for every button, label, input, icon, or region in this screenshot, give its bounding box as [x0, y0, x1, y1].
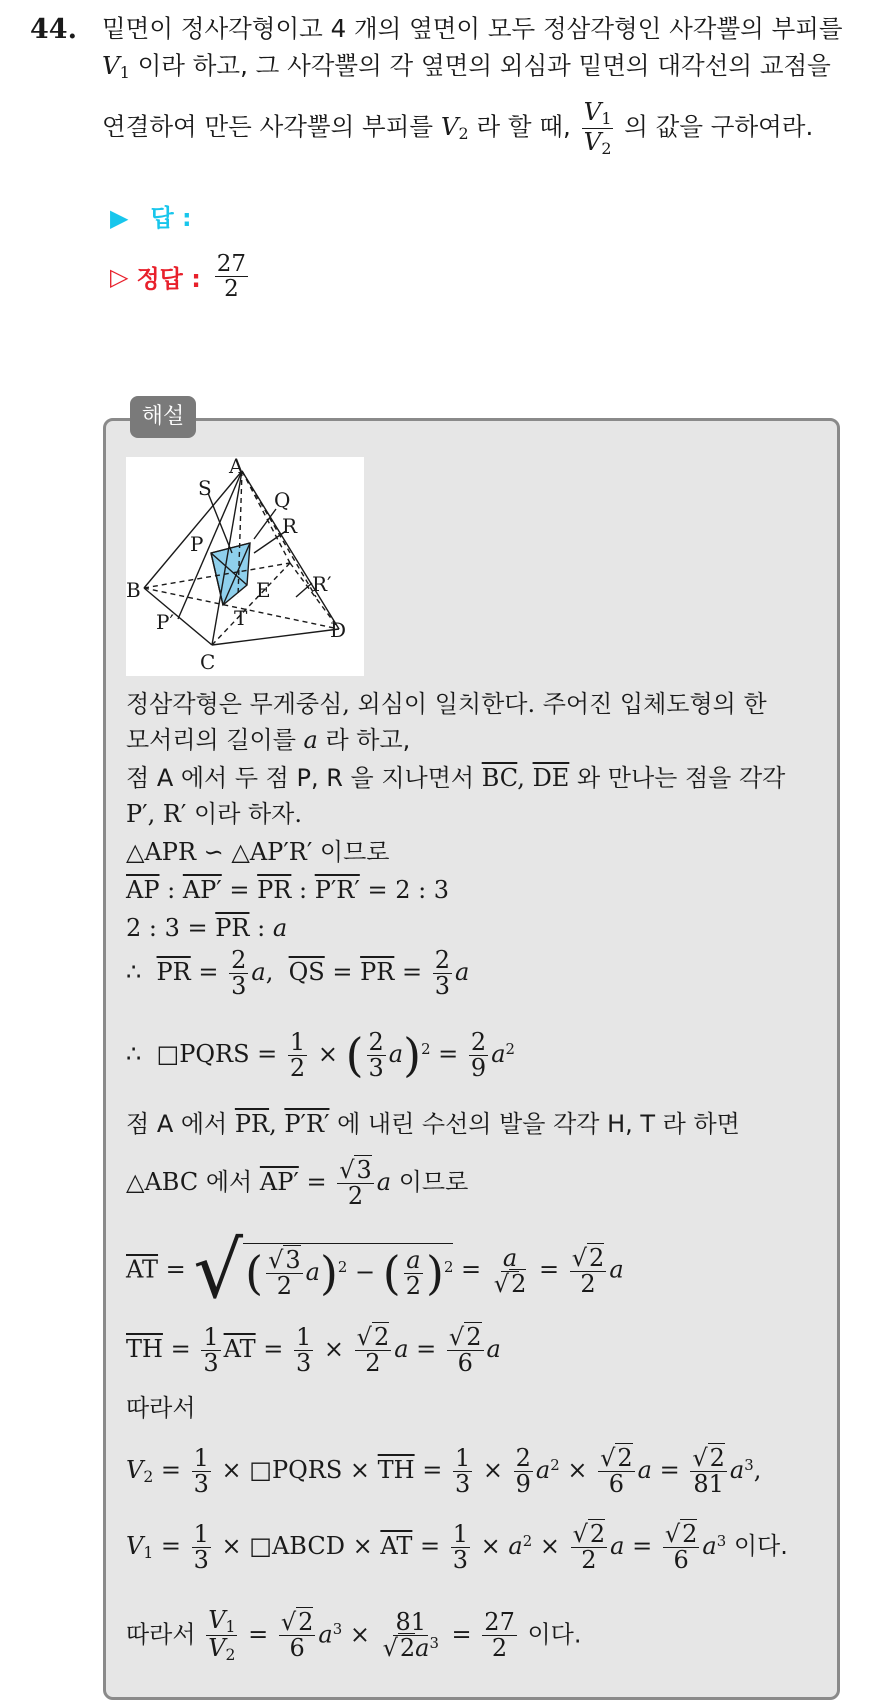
question-line-2: $V_1$ 이라 하고, 그 사각뿔의 각 옆면의 외심과 밑면의 대각선의 교점을	[102, 51, 831, 82]
solution-line-11: △ABC 에서 AP′ = $\frac{√3}{2}$ a 이므로	[126, 1156, 469, 1211]
play-outline-icon: ▷	[110, 262, 129, 291]
correct-answer-label: 정답 :	[136, 265, 201, 294]
solution-line-7: 2 : $3 = \overline{PR}$ : a	[126, 914, 288, 942]
figure-label-s: S	[198, 476, 212, 500]
answer-label: 답 :	[150, 204, 192, 232]
solution-line-16: $V_1$ = $\frac{1}{3}$ × □ABCD × $\overline{AT}$ = $\frac{1}{3}$ × $a^2$ × $\frac{√2}{2}$ a = $\frac{√2}{6}$ $a^3$ 이다.	[126, 1520, 788, 1575]
question-line-1: 밑면이 정사각형이고 4 개의 옆면이 모두 정삼각형인 사각뿔의 부피를	[102, 14, 843, 43]
solution-line-4: P′, R′ 이라 하자.	[126, 800, 302, 828]
figure-label-d: D	[330, 618, 347, 642]
solution-line-9: ∴ □PQRS = $\frac{1}{2}$ × ( $\frac{2}{3}$ a)$^2$ = $\frac{2}{9}$ $a^2$	[126, 1027, 515, 1083]
correct-answer-row	[110, 252, 251, 301]
correct-answer-value: $\frac{27}{2}$	[216, 251, 247, 303]
solution-tag: 해설	[130, 396, 196, 438]
solution-line-1: 정삼각형은 무게중심, 외심이 일치한다. 주어진 입체도형의 한	[126, 690, 767, 718]
solution-line-6: $\overline{AP}$ : $AP' = \overline{PR}$ : P′R′ = 2 : 3	[126, 876, 450, 904]
solution-line-15: $V_2$ = $\frac{1}{3}$ × □PQRS × $\overline{TH}$ = $\frac{1}{3}$ × $\frac{2}{9}$ $a^2$ × $\frac{√2}{6}$ a = $\frac{√2}{81}$ $a^3$,	[126, 1444, 762, 1499]
solution-line-12: $\overline{AT}$ = √( $\frac{√3}{2}$ a)$^2$ − ( $\frac{a}{2}$ )$^2$ = $\frac{a}{√2}$ = $\frac{√2}{2}$ a	[126, 1226, 624, 1316]
figure-label-c: C	[200, 650, 216, 674]
figure-label-b: B	[126, 578, 141, 602]
question-number: 44.	[30, 14, 77, 45]
solution-line-10: 점 A 에서 $\overline{PR}$, P′R′ 에 내린 수선의 발을 각각 H, T 라 하면	[126, 1110, 740, 1138]
solution-line-13: $\overline{TH}$ = $\frac{1}{3}$ $\overline{AT}$ = $\frac{1}{3}$ × $\frac{√2}{2}$ a = $\frac{√2}{6}$ a	[126, 1323, 501, 1378]
solution-line-14: 따라서	[126, 1394, 196, 1422]
play-filled-icon: ▶	[110, 204, 129, 232]
solution-line-8: ∴ $\overline{PR}$ = $\frac{2}{3}$ a, $\overline{QS} = \overline{PR}$ = $\frac{2}{3}$ a	[126, 946, 470, 1001]
figure-label-e: E	[256, 578, 271, 602]
solution-line-2: 모서리의 길이를 a 라 하고,	[126, 726, 411, 754]
figure-label-a: A	[229, 457, 244, 478]
figure-label-p-prime: P′	[156, 610, 174, 634]
figure-label-p: P	[190, 532, 204, 556]
answer-row	[110, 198, 192, 233]
figure-label-q: Q	[274, 488, 291, 512]
v1-over-v2-fraction: $\frac{V_1}{V_2}$	[583, 96, 612, 158]
solution-line-5: △APR ∽ △AP′R′ 이므로	[126, 838, 390, 866]
question-line-3: 연결하여 만든 사각뿔의 부피를 $V_2$ 라 할 때, $\frac{V_1}{V_2}$ 의 값을 구하여라.	[102, 96, 814, 158]
figure-label-t: T	[234, 606, 248, 630]
figure-label-r-prime: R′	[312, 572, 332, 596]
pyramid-figure	[126, 457, 364, 676]
figure-label-r: R	[282, 514, 298, 538]
question-text	[102, 10, 872, 157]
solution-line-3: 점 A 에서 두 점 P, R 을 지나면서 $\overline{BC}$, $\overline{DE}$ 와 만나는 점을 각각	[126, 764, 786, 792]
solution-line-17: 따라서 $\frac{V_1}{V_2}$ = $\frac{√2}{6}$ $a^3$ × $\frac{81}{√2a^3}$ = $\frac{27}{2}$ 이다.	[126, 1606, 582, 1665]
